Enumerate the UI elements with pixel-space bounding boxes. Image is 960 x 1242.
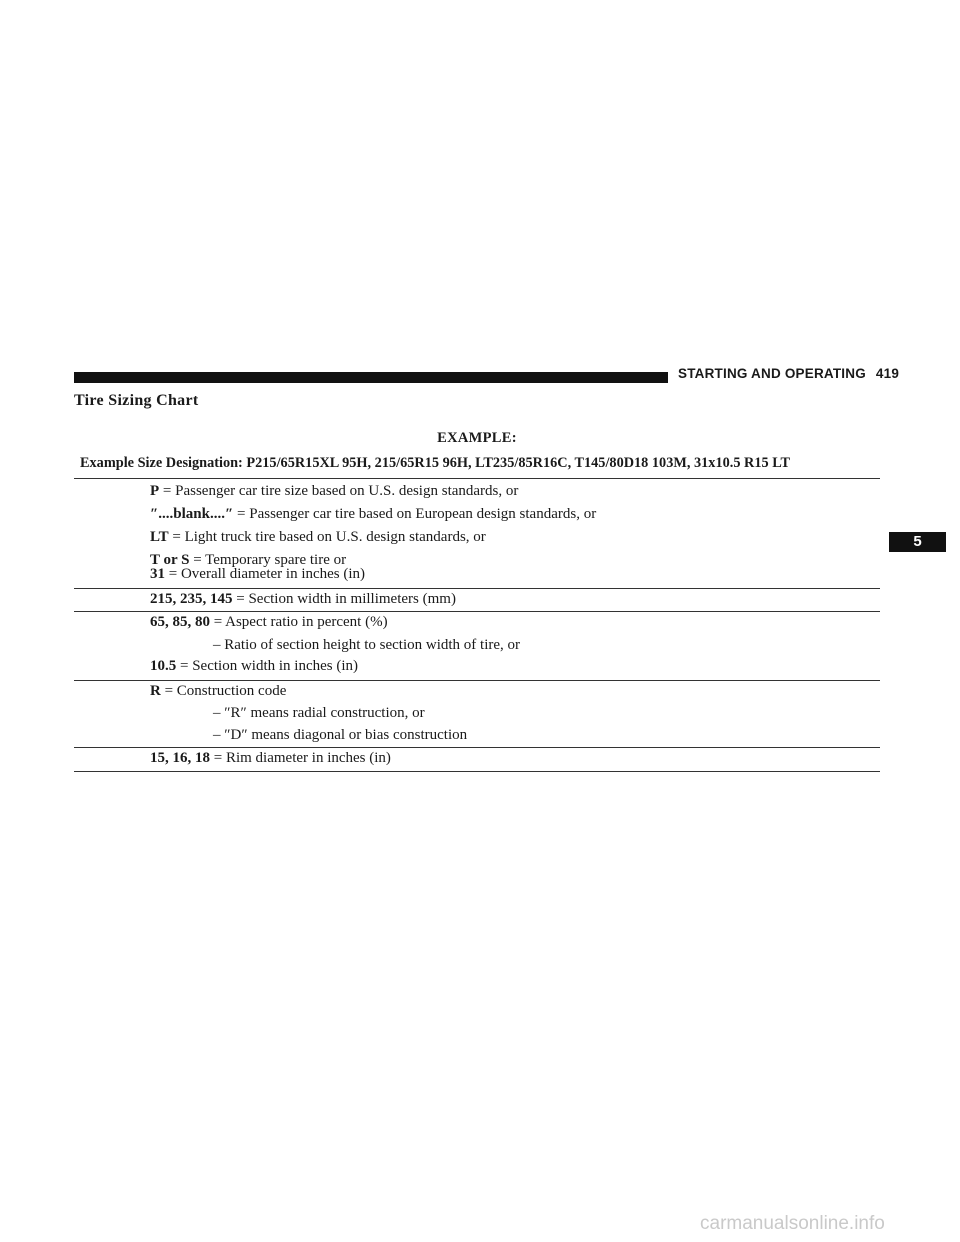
table-row	[213, 637, 520, 654]
table-row	[150, 658, 358, 675]
running-header	[678, 366, 899, 381]
table-row	[150, 529, 486, 546]
row-definition: = Section width in millimeters (mm)	[236, 591, 456, 607]
row-term: 10.5	[150, 658, 177, 674]
row-term: 215, 235, 145	[150, 591, 233, 607]
table-rule	[74, 611, 880, 612]
table-row	[213, 705, 425, 722]
row-term: ″....blank....″	[150, 506, 234, 522]
header-section-name: STARTING AND OPERATING	[678, 366, 866, 381]
row-definition: – Ratio of section height to section width of tire, or	[213, 637, 521, 653]
chapter-tab: 5	[889, 532, 946, 552]
row-term: 65, 85, 80	[150, 614, 210, 630]
example-caption: EXAMPLE:	[437, 430, 517, 446]
table-row	[150, 506, 596, 523]
row-term: 31	[150, 566, 165, 582]
table-row	[150, 750, 391, 767]
table-row	[150, 591, 456, 608]
table-row	[213, 727, 467, 744]
row-definition: = Aspect ratio in percent (%)	[213, 614, 388, 630]
row-definition: = Passenger car tire size based on U.S. design standards, or	[162, 483, 519, 499]
table-row	[150, 483, 518, 500]
table-row	[150, 566, 365, 583]
row-term: LT	[150, 529, 169, 545]
row-term: R	[150, 683, 161, 699]
section-title: Tire Sizing Chart	[74, 392, 199, 409]
row-definition: – ″R″ means radial construction, or	[213, 705, 425, 721]
table-rule	[74, 747, 880, 748]
row-definition: = Section width in inches (in)	[180, 658, 359, 674]
row-definition: = Rim diameter in inches (in)	[213, 750, 391, 766]
row-term: P	[150, 483, 160, 499]
row-term: T or S	[150, 552, 190, 568]
table-rule	[74, 771, 880, 772]
example-size-designation: Example Size Designation: P215/65R15XL 95H, 215/65R15 96H, LT235/85R16C, T145/80D18 103M, 31x10.5 R15 LT	[80, 455, 790, 471]
table-row	[150, 614, 388, 631]
row-definition: = Passenger car tire based on European design standards, or	[237, 506, 597, 522]
row-definition: = Temporary spare tire or	[193, 552, 347, 568]
row-term: 15, 16, 18	[150, 750, 210, 766]
page-number: 419	[875, 366, 900, 381]
row-definition: = Light truck tire based on U.S. design standards, or	[172, 529, 486, 545]
row-definition: = Overall diameter in inches (in)	[168, 566, 366, 582]
table-rule	[74, 478, 880, 479]
header-rule-bar	[74, 372, 668, 383]
table-rule	[74, 680, 880, 681]
watermark: carmanualsonline.info	[700, 1213, 885, 1234]
table-row	[150, 683, 286, 700]
table-rule	[74, 588, 880, 589]
row-definition: = Construction code	[164, 683, 287, 699]
row-definition: – ″D″ means diagonal or bias construction	[213, 727, 468, 743]
